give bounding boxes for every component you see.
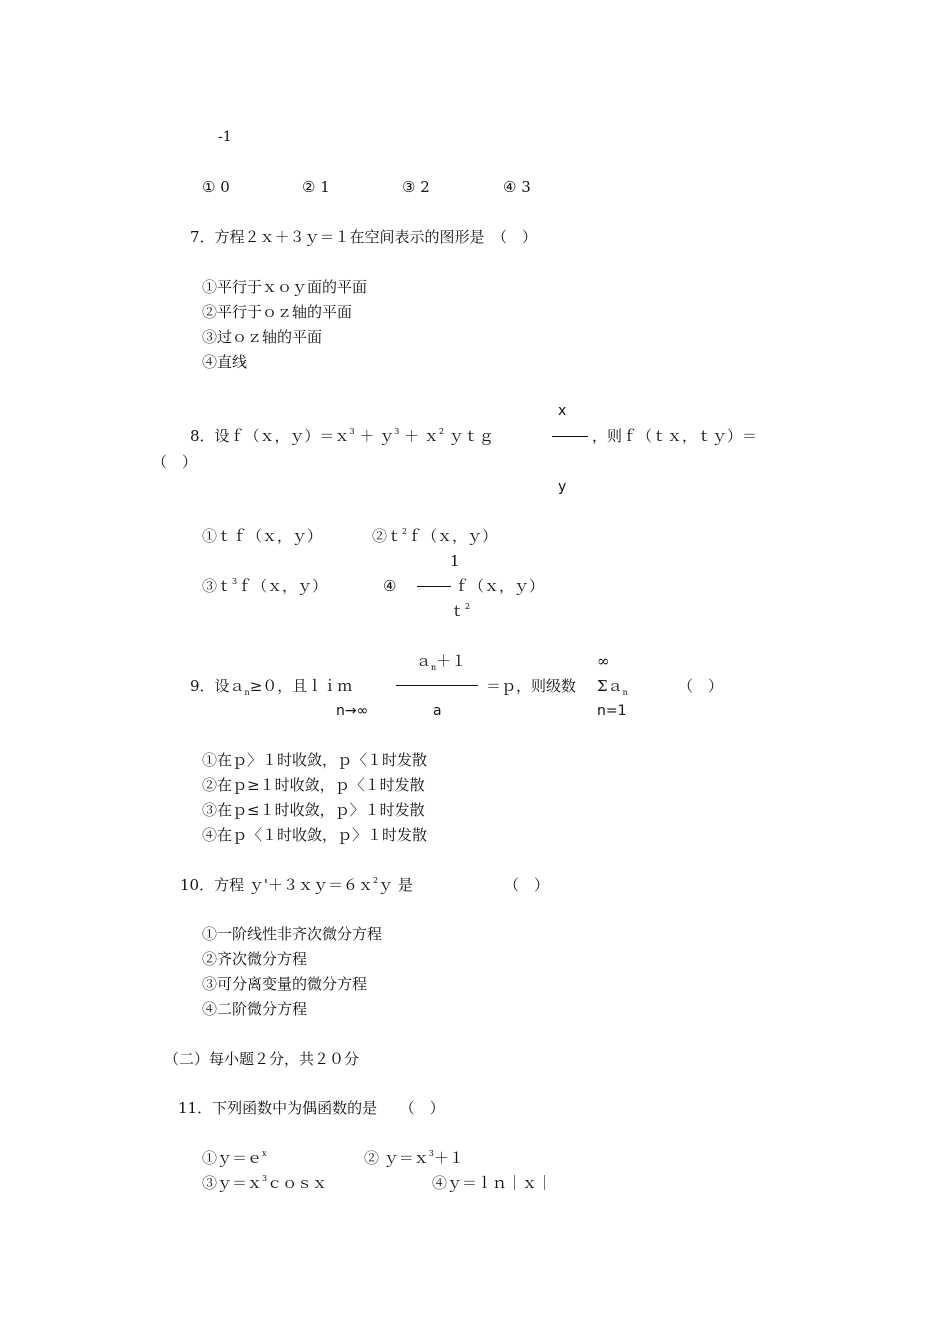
- q9-sum-lower-limit: n=1: [597, 703, 627, 719]
- q7-option-2: ②平行于ｏｚ轴的平面: [202, 303, 353, 321]
- q9-stem: 9．设ａ$_n$≥０，且ｌｉｍ: [190, 677, 353, 697]
- q9-option-1: ①在ｐ〉１时收敛，ｐ〈１时发散: [202, 751, 428, 769]
- q11-option-1: ①ｙ＝ｅ$^x$: [202, 1149, 267, 1167]
- q8-fraction-bar: [552, 436, 588, 437]
- q8-fraction-denominator: y: [558, 479, 567, 495]
- q7-option-4: ④直线: [202, 353, 248, 371]
- q10-stem: 10．方程 ｙ'＋３ｘｙ＝６ｘ$^2$ｙ 是: [180, 876, 413, 894]
- q8-fraction-numerator: x: [558, 403, 567, 419]
- q9-fraction-denominator: a: [433, 703, 442, 719]
- q8-stem-tail: ，则ｆ（ｔｘ，ｔｙ）＝: [592, 427, 758, 445]
- q6-option-1: ① 0: [202, 178, 230, 196]
- q8-answer-blank: （ ）: [152, 453, 198, 471]
- q7-option-3: ③过ｏｚ轴的平面: [202, 328, 323, 346]
- q8-option-4-fraction-bar: [417, 586, 451, 587]
- minus-one: -1: [218, 129, 232, 145]
- q11-stem: 11．下列函数中为偶函数的是 （ ）: [178, 1099, 445, 1117]
- q8-option-1: ①ｔｆ（ｘ，ｙ）: [202, 527, 323, 545]
- q10-option-2: ②齐次微分方程: [202, 950, 308, 968]
- q11-option-4: ④ｙ＝ｌｎ｜ｘ｜: [432, 1174, 553, 1192]
- q8-option-4-tail: ｆ（ｘ，ｙ）: [454, 577, 545, 595]
- q9-option-4: ④在ｐ〈１时收敛，ｐ〉１时发散: [202, 826, 428, 844]
- q8-option-3: ③ｔ$^3$ｆ（ｘ，ｙ）: [202, 577, 328, 595]
- q8-option-4-numerator: 1: [450, 552, 460, 570]
- q9-fraction-bar: [396, 685, 478, 686]
- q6-option-4: ④ 3: [503, 178, 531, 196]
- q6-option-3: ③ 2: [402, 178, 430, 196]
- q9-stem-tail: ＝ｐ，则级数: [486, 677, 577, 695]
- q10-answer-blank: （ ）: [504, 876, 550, 894]
- q9-fraction-numerator: ａ$_n$＋１: [416, 652, 467, 672]
- q8-option-4-mark: ④: [383, 577, 397, 595]
- q9-answer-blank: （ ）: [678, 677, 724, 695]
- q11-option-3: ③ｙ＝ｘ$^3$ｃｏｓｘ: [202, 1174, 328, 1192]
- q9-series: Σａ$_n$: [597, 677, 628, 697]
- q6-option-2: ② 1: [302, 178, 330, 196]
- q9-option-3: ③在ｐ≤１时收敛，ｐ〉１时发散: [202, 801, 425, 819]
- q10-option-1: ①一阶线性非齐次微分方程: [202, 925, 383, 943]
- section-heading: （二）每小题２分，共２０分: [164, 1050, 360, 1068]
- q8-stem: 8．设ｆ（ｘ，ｙ）＝ｘ$^3$ ＋ ｙ$^3$ ＋ ｘ$^2$ ｙｔｇ: [190, 427, 494, 445]
- q10-option-3: ③可分离变量的微分方程: [202, 975, 368, 993]
- q8-option-4-denominator: ｔ$^2$: [450, 602, 471, 620]
- q9-option-2: ②在ｐ≥１时收敛，ｐ〈１时发散: [202, 776, 425, 794]
- q8-option-2: ②ｔ$^2$ｆ（ｘ，ｙ）: [372, 527, 498, 545]
- q11-option-2: ② ｙ＝ｘ$^3$＋１: [364, 1149, 464, 1167]
- q9-sum-upper-limit: ∞: [597, 652, 610, 670]
- q10-option-4: ④二阶微分方程: [202, 1000, 308, 1018]
- q7-option-1: ①平行于ｘｏｙ面的平面: [202, 278, 368, 296]
- q9-limit-subscript: n→∞: [336, 703, 369, 719]
- q7-stem: 7．方程２ｘ＋３ｙ＝１在空间表示的图形是 （ ）: [190, 228, 538, 246]
